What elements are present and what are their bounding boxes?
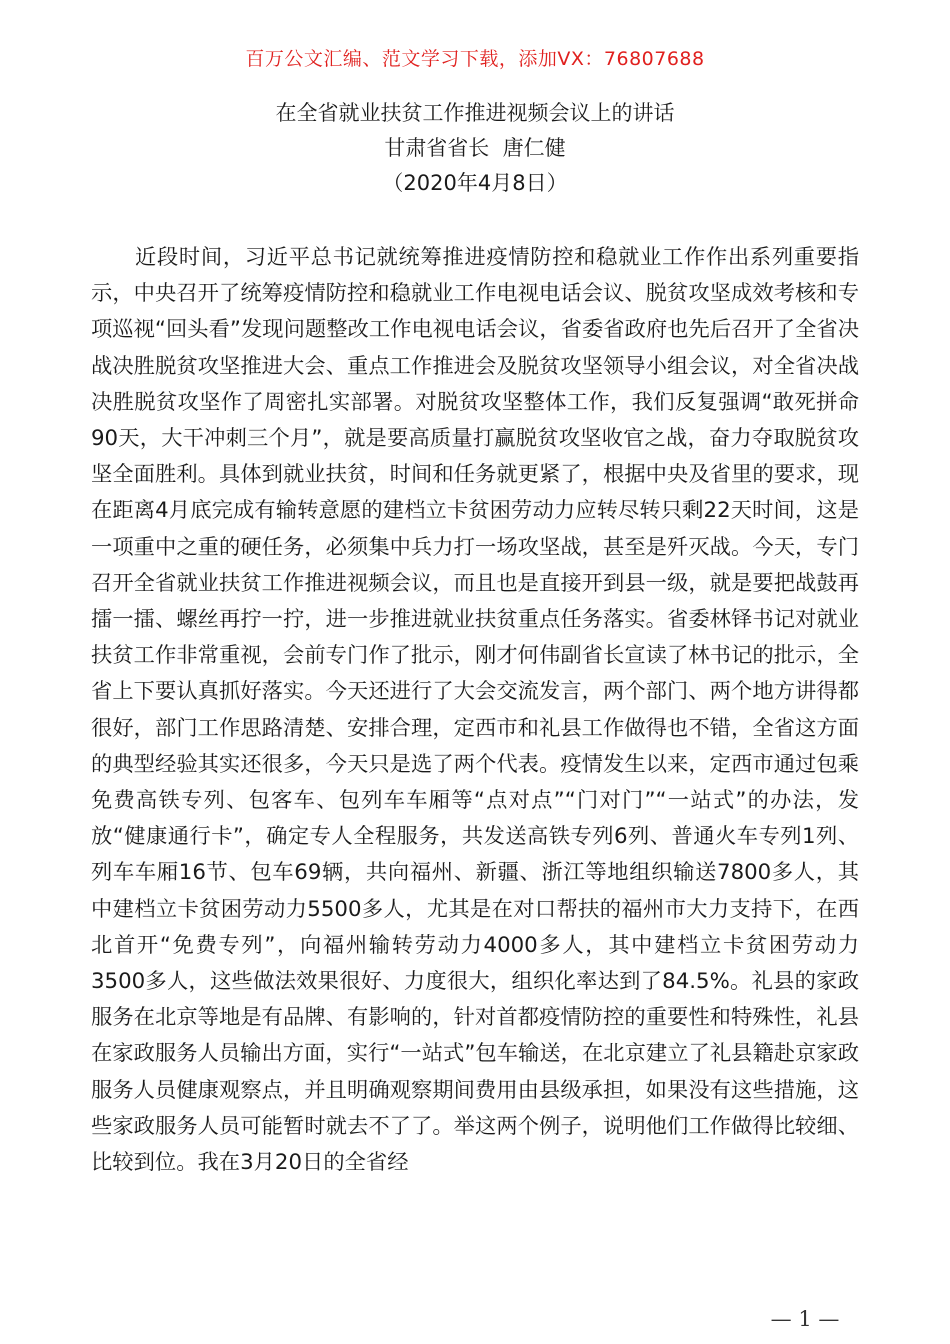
document-author: 甘肃省省长 唐仁健 — [384, 136, 566, 160]
document-title: 在全省就业扶贫工作推进视频会议上的讲话 — [275, 101, 675, 125]
body-paragraph: 近段时间，习近平总书记就统筹推进疫情防控和稳就业工作作出系列重要指示，中央召开了统筹疫情防控和稳就业工作电视电话会议、脱贫攻坚成效考核和专项巡视“回头看”发现问题整改工作电视电话会议，省委省政府也先后召开了全省决战决胜脱贫攻坚推进大会、重点工作推进会及脱贫攻坚领导小组会议，对全省决战决胜脱贫攻坚作了周密扎实部署。对脱贫攻坚整体工作，我们反复强调“敢死拼命90天，大干冲刺三个月”，就是要高质量打赢脱贫攻坚收官之战，奋力夺取脱贫攻坚全面胜利。具体到就业扶贫，时间和任务就更紧了，根据中央及省里的要求，现在距离4月底完成有输转意愿的建档立卡贫困劳动力应转尽转只剩22天时间，这是一项重中之重的硬任务，必须集中兵力打一场攻坚战，甚至是歼灭战。今天，专门召开全省就业扶贫工作推进视频会议，而且也是直接开到县一级，就是要把战鼓再擂一擂、螺丝再拧一拧，进一步推进就业扶贫重点任务落实。省委林铎书记对就业扶贫工作非常重视，会前专门作了批示，刚才何伟副省长宣读了林书记的批示，全省上下要认真抓好落实。今天还进行了大会交流发言，两个部门、两个地方讲得都很好，部门工作思路清楚、安排合理，定西市和礼县工作做得也不错，全省这方面的典型经验其实还很多，今天只是选了两个代表。疫情发生以来，定西市通过包乘免费高铁专列、包客车、包列车车厢等“点对点”“门对门”“一站式”的办法，发放“健康通行卡”，确定专人全程服务，共发送高铁专列6列、普通火车专列1列、列车车厢16节、包车69辆，共向福州、新疆、浙江等地组织输送7800多人，其中建档立卡贫困劳动力5500多人，尤其是在对口帮扶的福州市大力支持下，在西北首开“免费专列”，向福州输转劳动力4000多人，其中建档立卡贫困劳动力3500多人，这些做法效果很好、力度很大，组织化率达到了84.5%。礼县的家政服务在北京等地是有品牌、有影响的，针对首都疫情防控的重要性和特殊性，礼县在家政服务人员输出方面，实行“一站式”包车输送，在北京建立了礼县籍赴京家政服务人员健康观察点，并且明确观察期间费用由县级承担，如果没有这些措施，这些家政服务人员可能暂时就去不了了。举这两个例子，说明他们工作做得比较细、比较到位。我在3月20日的全省经 — [91, 245, 859, 1176]
page-number: — 1 — — [770, 1307, 840, 1331]
watermark-banner: 百万公文汇编、范文学习下载，添加VX：76807688 — [245, 48, 705, 70]
document-heading — [0, 96, 950, 201]
document-date: （2020年4月8日） — [382, 171, 568, 195]
